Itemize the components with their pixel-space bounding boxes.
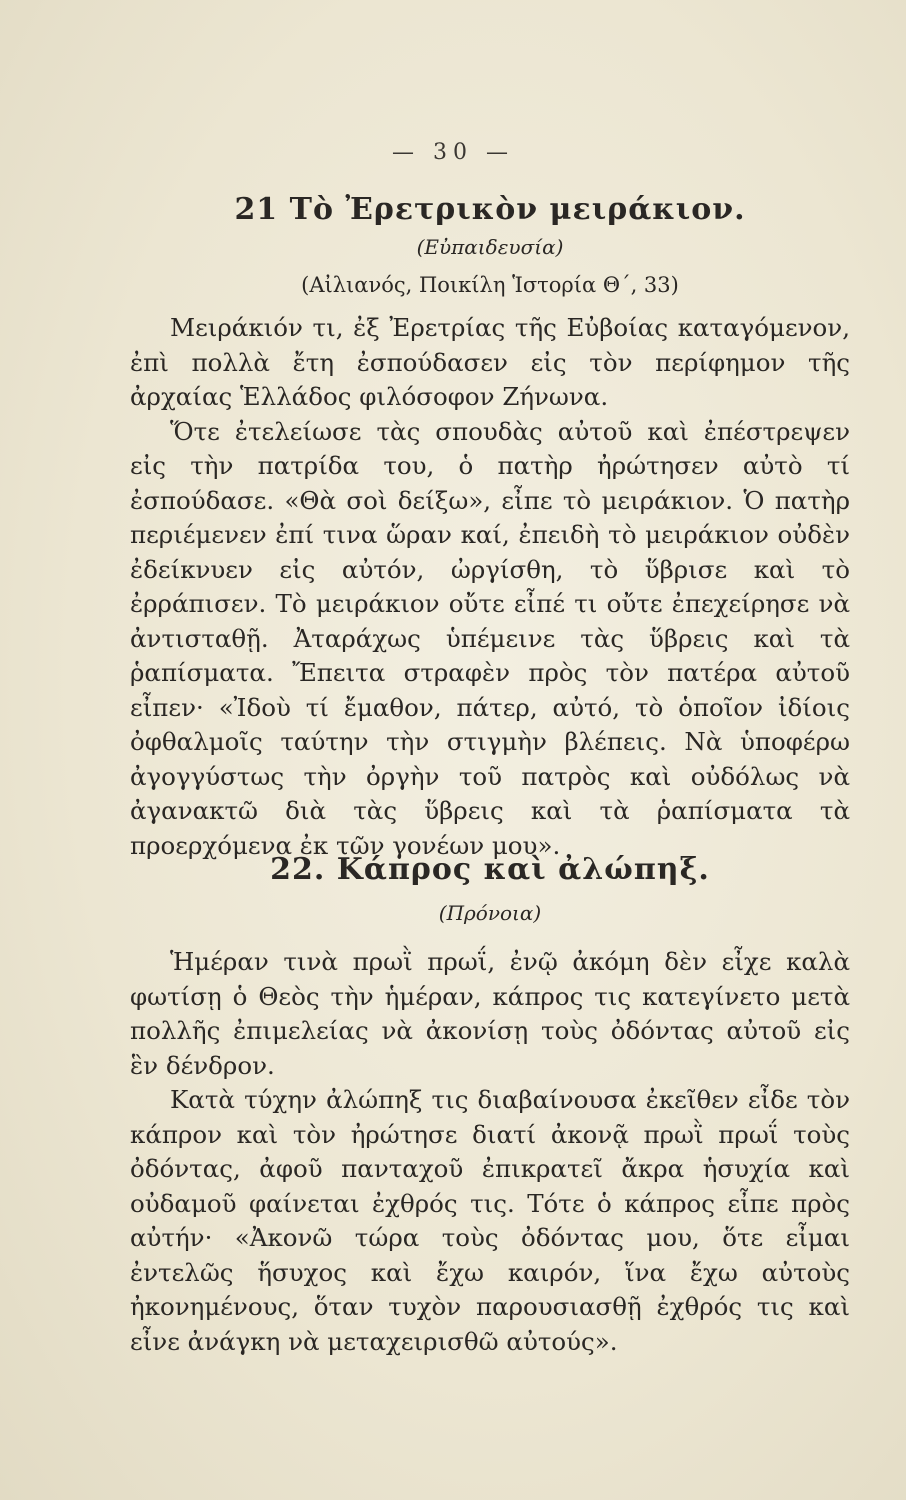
story-1-title: 21 Τὸ Ἐρετρικὸν μειράκιον. bbox=[234, 192, 746, 227]
story-1-paragraph-2: Ὅτε ἐτελείωσε τὰς σπουδὰς αὐτοῦ καὶ ἐπέστρεψεν εἰς τὴν πατρίδα του, ὁ πατὴρ ἠρώτησεν αὐτὸ τί ἐσπούδασε. «Θὰ σοὶ δείξω», εἶπε τὸ μειράκιον. Ὁ πατὴρ περιέμενεν ἐπί τινα ὥραν καί, ἐπειδὴ τὸ μειράκιον οὐδὲν ἐδείκνυεν εἰς αὐτόν, ὠργίσθη, τὸ ὕβρισε καὶ τὸ ἐρράπισεν. Τὸ μειράκιον οὔτε εἶπέ τι οὔτε ἐπεχείρησε νὰ ἀντισταθῇ. Ἀταράχως ὑπέμεινε τὰς ὕβρεις καὶ τὰ ῥαπίσματα. Ἔπειτα στραφὲν πρὸς τὸν πατέρα αὐτοῦ εἶπεν· «Ἰδοὺ τί ἔμαθον, πάτερ, αὐτό, τὸ ὁποῖον ἰδίοις ὀφθαλμοῖς ταύτην τὴν στιγμὴν βλέπεις. Νὰ ὑποφέρω ἀγογγύστως τὴν ὀργὴν τοῦ πατρὸς καὶ οὐδόλως νὰ ἀγανακτῶ διὰ τὰς ὕβρεις καὶ τὰ ῥαπίσματα τὰ προερχόμενα ἐκ τῶν γονέων μου». bbox=[130, 416, 850, 860]
story-1-paragraph-1: Μειράκιόν τι, ἐξ Ἐρετρίας τῆς Εὐβοίας καταγόμενον, ἐπὶ πολλὰ ἔτη ἐσπούδασεν εἰς τὸν περίφημον τῆς ἀρχαίας Ἑλλάδος φιλόσοφον Ζήνωνα. bbox=[130, 313, 850, 411]
story-2-body bbox=[130, 945, 850, 1359]
story-2-paragraph-2: Κατὰ τύχην ἀλώπηξ τις διαβαίνουσα ἐκεῖθεν εἶδε τὸν κάπρον καὶ τὸν ἠρώτησε διατί ἀκονᾷ πρωῒ πρωΐ τοὺς ὀδόντας, ἀφοῦ πανταχοῦ ἐπικρατεῖ ἄκρα ἡσυχία καὶ οὐδαμοῦ φαίνεται ἐχθρός τις. Τότε ὁ κάπρος εἶπε πρὸς αὐτήν· «Ἀκονῶ τώρα τοὺς ὀδόντας μου, ὅτε εἶμαι ἐντελῶς ἥσυχος καὶ ἔχω καιρόν, ἵνα ἔχω αὐτοὺς ἠκονημένους, ὅταν τυχὸν παρουσιασθῇ ἐχθρός τις καὶ εἶνε ἀνάγκη νὰ μεταχειρισθῶ αὐτούς». bbox=[130, 1085, 850, 1356]
story-2-paragraph-1: Ἡμέραν τινὰ πρωῒ πρωΐ, ἐνῷ ἀκόμη δὲν εἶχε καλὰ φωτίσῃ ὁ Θεὸς τὴν ἡμέραν, κάπρος τις κατεγίνετο μετὰ πολλῆς ἐπιμελείας νὰ ἀκονίσῃ τοὺς ὀδόντας αὐτοῦ εἰς ἓν δένδρον. bbox=[130, 947, 850, 1080]
story-2 bbox=[130, 852, 850, 1359]
story-2-title: 22. Κάπρος καὶ ἀλώπηξ. bbox=[270, 852, 710, 887]
story-1-body bbox=[130, 311, 850, 863]
story-1-source: (Αἰλιανός, Ποικίλη Ἱστορία Θ΄, 33) bbox=[301, 273, 679, 297]
story-1-subtitle: (Εὐπαιδευσία) bbox=[416, 235, 564, 259]
page-number: — 30 — bbox=[392, 140, 514, 165]
story-2-subtitle: (Πρόνοια) bbox=[438, 901, 542, 925]
story-1 bbox=[130, 192, 850, 863]
